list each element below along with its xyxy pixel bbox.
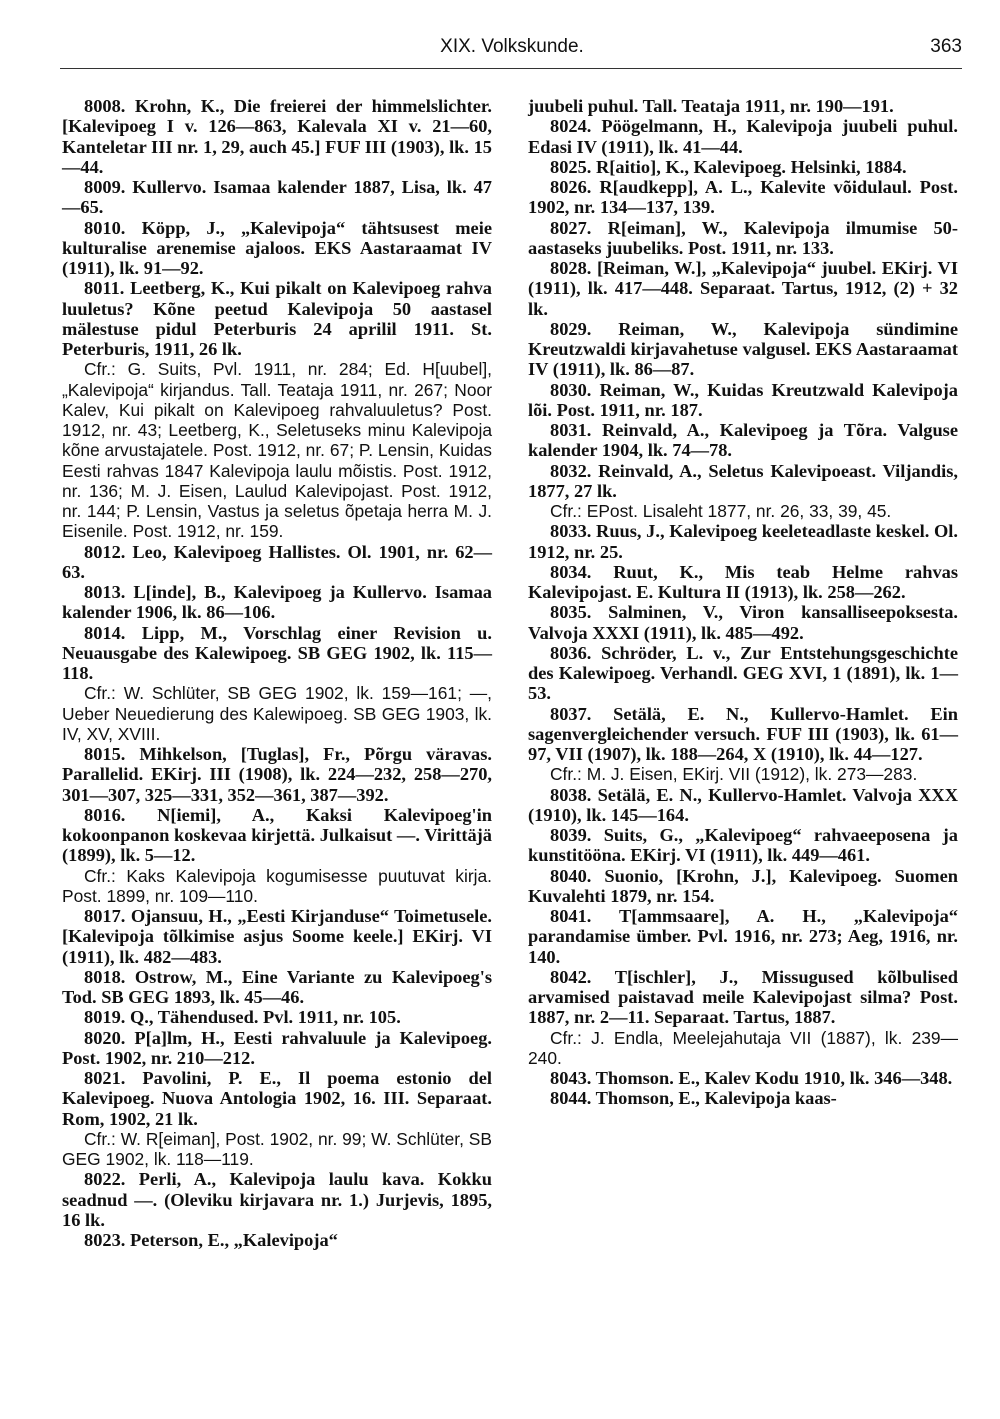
header-rule bbox=[60, 68, 962, 69]
cfr-note: Cfr.: G. Suits, Pvl. 1911, nr. 284; Ed. H[uubel], „Kalevipoja“ kirjandus. Tall. Teataja 1911, nr. 267; Noor Kalev, Kui pikalt on Kalevipoeg rahvaluuletus? Post. 1912, nr. 43; Leetberg, K., Seletuseks minu Kalevipoja kõne arvustajatele. Post. 1912, nr. 67; P. Lensin, Kuidas Eesti rahvas 1847 Kalevipoja laulu mõistis. Post. 1912, nr. 136; M. J. Eisen, Laulud Kalevipojast. Post. 1912, nr. 144; P. Lensin, Vastus ja seletus õpetaja herra M. J. Eisenile. Post. 1912, nr. 159. bbox=[62, 359, 492, 542]
cfr-note: Cfr.: EPost. Lisaleht 1877, nr. 26, 33, 39, 45. bbox=[550, 501, 892, 521]
bibliography-entry: 8031. Reinvald, A., Kalevipoeg ja Tõra. Valguse kalender 1904, lk. 74—78. bbox=[528, 420, 958, 461]
bibliography-entry: 8015. Mihkelson, [Tuglas], Fr., Põrgu väravas. Parallelid. EKirj. III (1908), lk. 224—232, 258—270, 301—307, 325—331, 352—361, 387—392. bbox=[62, 744, 492, 805]
bibliography-entry: 8026. R[audkepp], A. L., Kalevite võidulaul. Post. 1902, nr. 134—137, 139. bbox=[528, 177, 958, 218]
cfr-note: Cfr.: W. R[eiman], Post. 1902, nr. 99; W. Schlüter, SB GEG 1902, lk. 118—119. bbox=[62, 1128, 492, 1169]
bibliography-entry: 8041. T[ammsaare], A. H., „Kalevipoja“ parandamise ümber. Pvl. 1916, nr. 273; Aeg, 1916, nr. 140. bbox=[528, 906, 958, 967]
bibliography-entry: 8037. Setälä, E. N., Kullervo-Hamlet. Ein sagenvergleichender versuch. FUF III (1903), lk. 61—97, VII (1907), lk. 188—264, X (1910), lk. 44—127. bbox=[528, 703, 958, 764]
running-header bbox=[62, 36, 962, 64]
bibliography-entry: 8023. Peterson, E., „Kalevipoja“ bbox=[84, 1230, 338, 1250]
bibliography-entry: 8028. [Reiman, W.], „Kalevipoja“ juubel. EKirj. VI (1911), lk. 417—448. Separaat. Tartus, 1912, (2) + 32 lk. bbox=[528, 258, 958, 319]
entry-continuation: juubeli puhul. Tall. Teataja 1911, nr. 190—191. bbox=[528, 96, 894, 116]
bibliography-entry: 8014. Lipp, M., Vorschlag einer Revision u. Neuausgabe des Kalewipoeg. SB GEG 1902, lk. 115—118. bbox=[62, 622, 492, 683]
section-title: XIX. Volkskunde. bbox=[440, 36, 584, 57]
bibliography-entry: 8039. Suits, G., „Kalevipoeg“ rahvaeeposena ja kunstitööna. EKirj. VI (1911), lk. 449—461. bbox=[528, 825, 958, 866]
bibliography-entry: 8035. Salminen, V., Viron kansalliseepoksesta. Valvoja XXXI (1911), lk. 485—492. bbox=[528, 602, 958, 643]
bibliography-entry: 8029. Reiman, W., Kalevipoja sündimine Kreutzwaldi kirjavahetuse valgusel. EKS Aastaraamat IV (1911), lk. 86—87. bbox=[528, 318, 958, 380]
bibliography-entry: 8044. Thomson, E., Kalevipoja kaas- bbox=[550, 1088, 837, 1109]
bibliography-entry: 8025. R[aitio], K., Kalevipoeg. Helsinki, 1884. bbox=[550, 156, 907, 177]
bibliography-entry: 8038. Setälä, E. N., Kullervo-Hamlet. Valvoja XXX (1910), lk. 145—164. bbox=[528, 784, 958, 825]
bibliography-entry: 8019. Q., Tähendused. Pvl. 1911, nr. 105. bbox=[84, 1007, 401, 1028]
bibliography-entry: 8022. Perli, A., Kalevipoja laulu kava. Kokku seadnud —. (Oleviku kirjavara nr. 1.) Jurjevis, 1895, 16 lk. bbox=[62, 1169, 492, 1230]
bibliography-entry: 8009. Kullervo. Isamaa kalender 1887, Lisa, lk. 47—65. bbox=[62, 177, 492, 218]
right-column bbox=[528, 96, 958, 1109]
bibliography-entry: 8036. Schröder, L. v., Zur Entstehungsgeschichte des Kalewipoeg. Verhandl. GEG XVI, 1 (1891), lk. 1—53. bbox=[528, 642, 958, 704]
bibliography-entry: 8013. L[inde], B., Kalevipoeg ja Kullervo. Isamaa kalender 1906, lk. 86—106. bbox=[62, 582, 492, 623]
bibliography-entry: 8042. T[ischler], J., Missugused kõlbulised arvamised paistavad meile Kalevipojast silma? Post. 1887, nr. 2—11. Separaat. Tartus, 1887. bbox=[528, 966, 958, 1028]
cfr-note: Cfr.: J. Endla, Meelejahutaja VII (1887), lk. 239—240. bbox=[528, 1027, 958, 1068]
cfr-note: Cfr.: M. J. Eisen, EKirj. VII (1912), lk. 273—283. bbox=[550, 764, 918, 785]
bibliography-entry: 8018. Ostrow, M., Eine Variante zu Kalevipoeg's Tod. SB GEG 1893, lk. 45—46. bbox=[62, 966, 492, 1007]
bibliography-entry: 8030. Reiman, W., Kuidas Kreutzwald Kalevipoja lõi. Post. 1911, nr. 187. bbox=[528, 379, 958, 420]
left-column bbox=[62, 96, 492, 1250]
bibliography-entry: 8024. Pöögelmann, H., Kalevipoja juubeli puhul. Edasi IV (1911), lk. 41—44. bbox=[528, 116, 958, 157]
bibliography-entry: 8008. Krohn, K., Die freierei der himmelslichter. [Kalevipoeg I v. 126—863, Kalevala XI v. 21—60, Kanteletar III nr. 1, 29, auch 45.] FUF III (1903), lk. 15—44. bbox=[62, 96, 492, 177]
bibliography-entry: 8020. P[a]lm, H., Eesti rahvaluule ja Kalevipoeg. Post. 1902, nr. 210—212. bbox=[62, 1027, 492, 1068]
bibliography-entry: 8016. N[iemi], A., Kaksi Kalevipoeg'in kokoonpanon koskevaa kirjettä. Julkaisut —. Virittäjä (1899), lk. 5—12. bbox=[62, 804, 492, 866]
bibliography-entry: 8011. Leetberg, K., Kui pikalt on Kalevipoeg rahva luuletus? Kõne peetud Kalevipoja 50 aastasel mälestuse pidul Peterburis 24 aprilil 1911. St. Peterburis, 1911, 26 lk. bbox=[62, 278, 492, 359]
bibliography-entry: 8032. Reinvald, A., Seletus Kalevipoeast. Viljandis, 1877, 27 lk. bbox=[528, 460, 958, 501]
bibliography-entry: 8043. Thomson. E., Kalev Kodu 1910, lk. 346—348. bbox=[550, 1068, 953, 1088]
bibliography-entry: 8033. Ruus, J., Kalevipoeg keeleteadlaste keskel. Ol. 1912, nr. 25. bbox=[528, 521, 958, 562]
bibliography-entry: 8027. R[eiman], W., Kalevipoja ilmumise 50-aastaseks juubeliks. Post. 1911, nr. 133. bbox=[528, 217, 958, 258]
bibliography-entry: 8034. Ruut, K., Mis teab Helme rahvas Kalevipojast. E. Kultura II (1913), lk. 258—262. bbox=[528, 561, 958, 602]
page-number: 363 bbox=[930, 36, 962, 57]
bibliography-entry: 8010. Köpp, J., „Kalevipoja“ tähtsusest meie kulturalise arenemise ajaloos. EKS Aastaraamat IV (1911), lk. 91—92. bbox=[62, 217, 492, 278]
bibliography-entry: 8021. Pavolini, P. E., Il poema estonio del Kalevipoeg. Nuova Antologia 1902, 16. III. Separaat. Rom, 1902, 21 lk. bbox=[62, 1068, 492, 1129]
bibliography-entry: 8040. Suonio, [Krohn, J.], Kalevipoeg. Suomen Kuvalehti 1879, nr. 154. bbox=[528, 865, 958, 906]
bibliography-entry: 8012. Leo, Kalevipoeg Hallistes. Ol. 1901, nr. 62—63. bbox=[62, 541, 492, 582]
cfr-note: Cfr.: Kaks Kalevipoja kogumisesse puutuvat kirja. Post. 1899, nr. 109—110. bbox=[62, 865, 492, 906]
bibliography-entry: 8017. Ojansuu, H., „Eesti Kirjanduse“ Toimetusele. [Kalevipoja tõlkimise asjus Soome keele.] EKirj. VI (1911), lk. 482—483. bbox=[62, 906, 492, 967]
cfr-note: Cfr.: W. Schlüter, SB GEG 1902, lk. 159—161; —, Ueber Neuedierung des Kalewipoeg. SB GEG 1903, lk. IV, XV, XVIII. bbox=[62, 683, 492, 744]
